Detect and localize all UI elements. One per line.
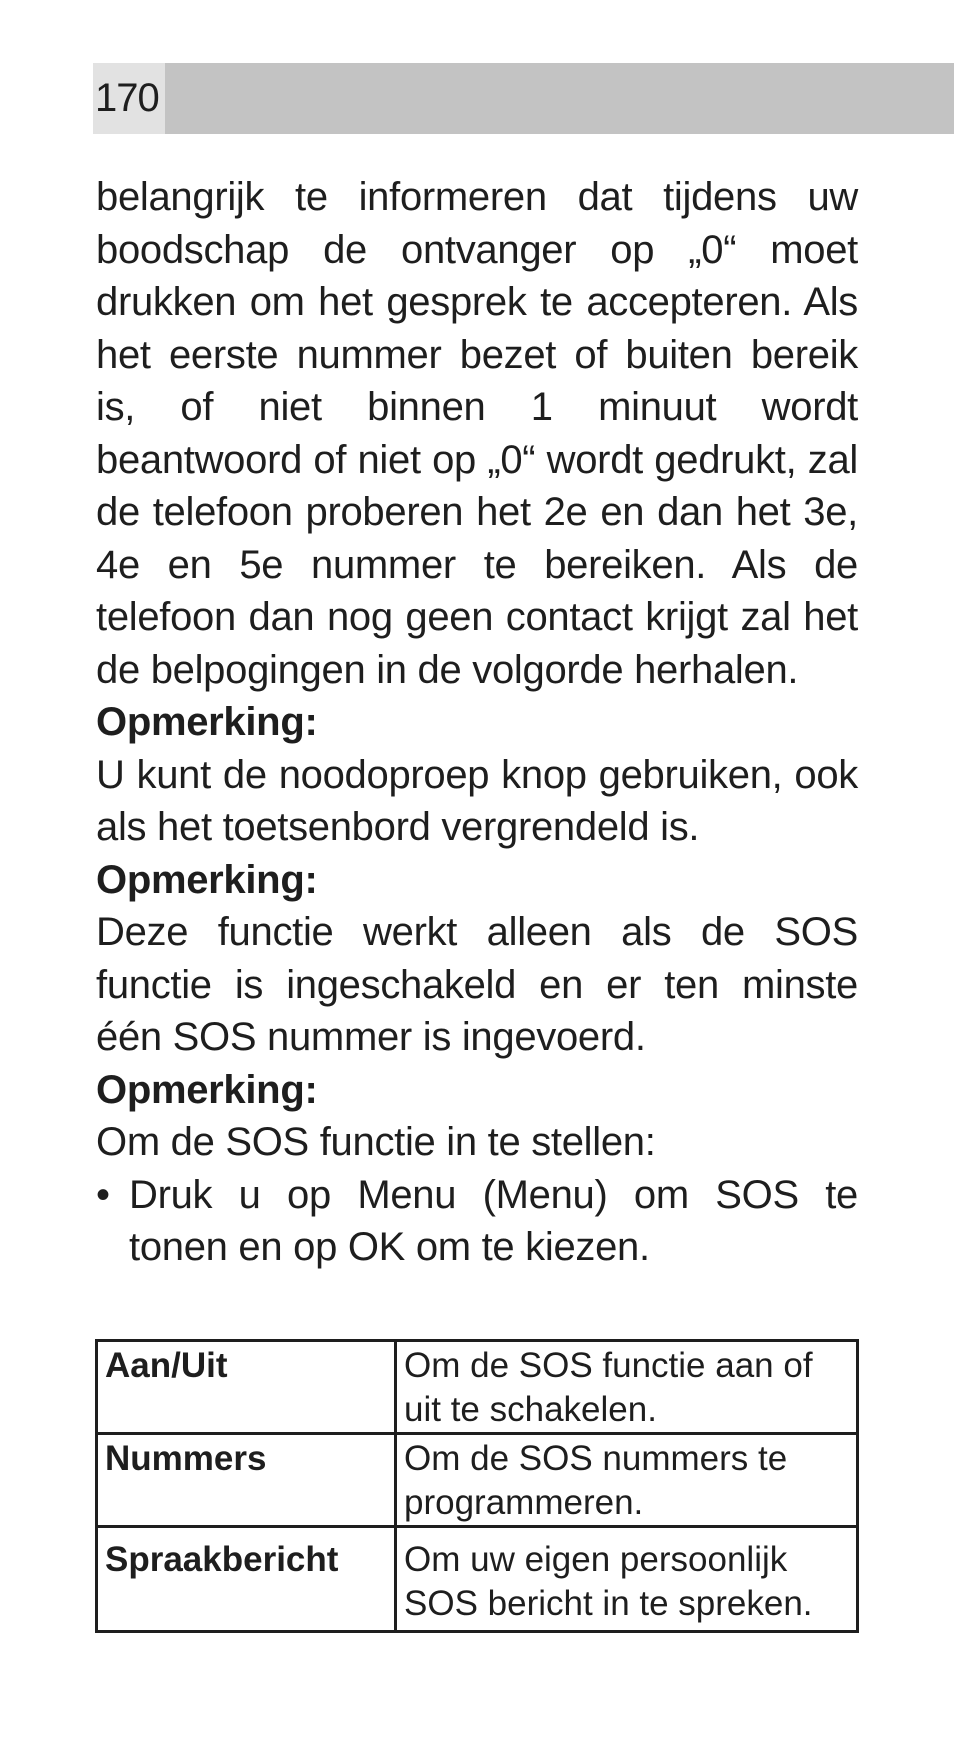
table-row <box>97 1527 858 1632</box>
note-heading-1: Opmerking: <box>96 700 318 744</box>
sos-settings-table <box>95 1339 859 1633</box>
table-option-cell: Spraakbericht <box>97 1527 396 1632</box>
table-option-cell: Aan/Uit <box>97 1341 396 1434</box>
table-description-cell: Om de SOS functie aan of uit te schakelen. <box>396 1341 858 1434</box>
note-heading-3: Opmerking: <box>96 1067 318 1112</box>
bullet-text: Druk u op Menu (Menu) om SOS te tonen en op OK om te kiezen. <box>129 1172 858 1269</box>
page-content <box>96 171 858 1274</box>
table-row <box>97 1341 858 1434</box>
body-paragraph: belangrijk te informeren dat tijdens uw boodschap de ontvanger op „0“ moet drukken om het gesprek te accepteren. Als het eerste nummer bezet of buiten bereik is, of niet binnen 1 minuut wordt beantwoord of niet op „0“ wordt gedrukt, zal de telefoon proberen het 2e en dan het 3e, 4e en 5e nummer te bereiken. Als de telefoon dan nog geen contact krijgt zal het de belpogingen in de volgorde herhalen. <box>96 175 858 692</box>
note-text-3: Om de SOS functie in te stellen: <box>96 1120 656 1164</box>
table-row <box>97 1434 858 1527</box>
note-text-1: U kunt de noodoproep knop gebruiken, ook als het toetsenbord vergrendeld is. <box>96 752 858 849</box>
note-heading-2: Opmerking: <box>96 857 318 902</box>
page-number: 170 <box>93 63 165 134</box>
bullet-item <box>96 1169 858 1274</box>
table-option-cell: Nummers <box>97 1434 396 1527</box>
table-description-cell: Om de SOS nummers te programmeren. <box>396 1434 858 1527</box>
page-header-bar <box>93 63 954 134</box>
note-text-2: Deze functie werkt alleen als de SOS functie is ingeschakeld en er ten minste één SOS nummer is ingevoerd. <box>96 910 858 1059</box>
bullet-dot: • <box>96 1172 111 1217</box>
table-description-cell: Om uw eigen persoonlijk SOS bericht in te spreken. <box>396 1527 858 1632</box>
